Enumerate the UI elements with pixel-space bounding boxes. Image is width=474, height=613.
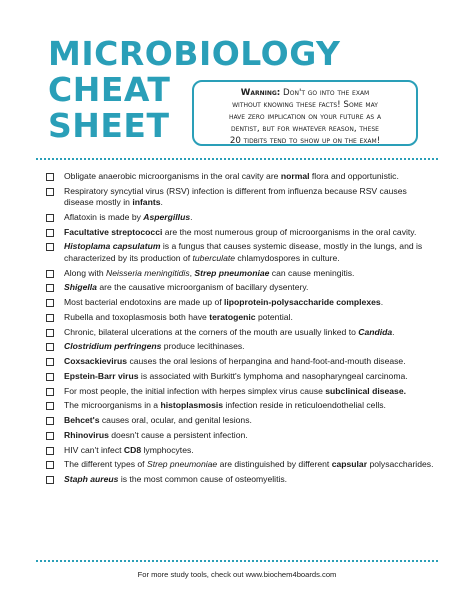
fact-text-segment: Clostridium perfringens [64,341,162,352]
fact-item [46,386,438,397]
fact-text-segment: normal [280,171,310,181]
checkbox-icon[interactable] [46,270,54,278]
fact-text-segment: infants [132,197,161,208]
fact-text-segment: Coxsackievirus [64,356,128,367]
checkbox-icon[interactable] [46,373,54,381]
fact-item [46,268,438,279]
fact-item [46,297,438,308]
fact-list [46,171,438,489]
fact-text-segment: . [392,326,395,337]
fact-text-segment: Shigella [64,282,97,293]
fact-text-segment: are the causative microorganism of bacillary dysentery. [96,282,309,293]
fact-item [46,341,438,352]
fact-text-segment: are distinguished by different [217,459,332,470]
fact-text-segment: causes the oral lesions of herpangina and hand-foot-and-mouth disease. [127,356,406,367]
fact-text-segment: polysaccharides. [367,459,434,470]
fact-text-segment: produce lecithinases. [161,341,245,352]
fact-text-segment: Aflatoxin is made by [64,211,144,222]
fact-text-segment: Behcet's [64,415,100,426]
fact-text-segment: Rhinovirus [64,429,109,440]
fact-item [46,312,438,323]
fact-item [46,212,438,223]
title-line-2: CHEAT [48,70,171,109]
fact-item [46,227,438,238]
checkbox-icon[interactable] [46,358,54,366]
fact-text-segment: Chronic, bilateral ulcerations at the corners of the mouth are usually linked to [64,326,359,337]
top-dotted-divider [36,158,438,160]
fact-item [46,282,438,293]
fact-item [46,186,438,209]
fact-text-segment: . [380,297,384,308]
title-line-3: SHEET [48,106,170,145]
fact-item [46,371,438,382]
fact-text-segment: lipoprotein-polysaccharide complexes [224,297,381,308]
fact-text-segment: Respiratory syncytial virus (RSV) infection is different from influenza because RSV causes disease mostly in [64,185,407,208]
title-line-1: MICROBIOLOGY [48,34,341,73]
fact-text-segment: Rubella and toxoplasmosis both have [64,311,210,322]
fact-text-segment: causes oral, ocular, and genital lesions. [99,415,252,426]
fact-item [46,356,438,367]
checkbox-icon[interactable] [46,188,54,196]
fact-text-segment: Candida [358,326,393,337]
fact-item [46,445,438,456]
fact-text-segment: lymphocytes. [141,444,194,455]
warning-line-5: 20 tidbits tend to show up on the exam! [229,136,381,146]
fact-text-segment: is associated with Burkitt's lymphoma and nasopharyngeal carcinoma. [138,370,408,381]
checkbox-icon[interactable] [46,461,54,469]
fact-text-segment: . [160,197,163,208]
fact-text-segment: are the most numerous group of microorganisms in the oral cavity. [162,226,417,237]
checkbox-icon[interactable] [46,447,54,455]
fact-text-segment: Epstein-Barr virus [64,370,139,381]
fact-text-segment: can cause meningitis. [269,267,355,278]
fact-text-segment: flora and opportunistic. [309,171,399,181]
fact-item [46,400,438,411]
fact-text-segment: chlamydospores in culture. [235,252,340,263]
checkbox-icon[interactable] [46,329,54,337]
warning-label: Warning: [240,88,281,98]
footer-text: For more study tools, check out www.biochem4boards.com [137,570,337,579]
fact-text-segment: Obligate anaerobic microorganisms in the oral cavity are [64,171,281,181]
checkbox-icon[interactable] [46,476,54,484]
checkbox-icon[interactable] [46,243,54,251]
checkbox-icon[interactable] [46,388,54,396]
checkbox-icon[interactable] [46,314,54,322]
fact-text-segment: CD8 [123,444,142,455]
fact-text-segment: Aspergillus [143,211,191,222]
fact-text-segment: capsular [331,459,368,470]
warning-line-3: have zero implication on your future as a [228,112,382,122]
fact-item [46,430,438,441]
fact-text-segment: Strep pneumoniae [194,267,270,278]
warning-line-2: without knowing these facts! Some may [232,100,378,110]
checkbox-icon[interactable] [46,229,54,237]
fact-text-segment: potential. [255,311,293,322]
checkbox-icon[interactable] [46,343,54,351]
fact-text-segment: is the most common cause of osteomyelitis. [118,474,288,485]
bottom-dotted-divider [36,560,438,562]
fact-text-segment: Facultative streptococci [64,226,163,237]
fact-text-segment: For most people, the initial infection with herpes simplex virus cause [64,385,326,396]
checkbox-icon[interactable] [46,299,54,307]
fact-text-segment: , [189,267,195,278]
fact-item [46,459,438,470]
fact-text-segment: HIV can't infect [64,444,124,455]
fact-text-segment: Histoplama capsulatum [64,241,161,252]
fact-text-segment: Neisseria meningitidis [106,267,190,278]
fact-text-segment: Staph aureus [64,474,119,485]
fact-text-segment: Along with [64,267,107,278]
fact-text-segment: Most bacterial endotoxins are made up of [64,297,225,308]
fact-text-segment: . [190,211,193,222]
checkbox-icon[interactable] [46,173,54,181]
fact-text-segment: histoplasmosis [160,400,224,411]
fact-item [46,327,438,338]
fact-text-segment: teratogenic [209,311,256,322]
fact-item [46,241,438,264]
fact-text-segment: doesn't cause a persistent infection. [108,429,248,440]
fact-item [46,474,438,485]
fact-text-segment: The different types of [64,459,147,470]
fact-text-segment: infection reside in reticuloendothelial cells. [223,400,386,411]
checkbox-icon[interactable] [46,417,54,425]
fact-text-segment: subclinical disease. [325,385,407,396]
fact-item [46,171,438,182]
checkbox-icon[interactable] [46,214,54,222]
fact-text-segment: is a fungus that causes systemic disease, mostly in the lungs, and is characterized by its production of [64,241,423,263]
checkbox-icon[interactable] [46,284,54,292]
checkbox-icon[interactable] [46,402,54,410]
fact-item [46,415,438,426]
checkbox-icon[interactable] [46,432,54,440]
warning-box [192,80,418,146]
fact-text-segment: tuberculate [192,252,236,263]
fact-text-segment: Strep pneumoniae [146,459,218,470]
warning-line-1: Don't go into the exam [280,88,370,98]
fact-text-segment: The microorganisms in a [64,400,161,411]
warning-line-4: dentist, but for whatever reason, these [231,124,379,134]
